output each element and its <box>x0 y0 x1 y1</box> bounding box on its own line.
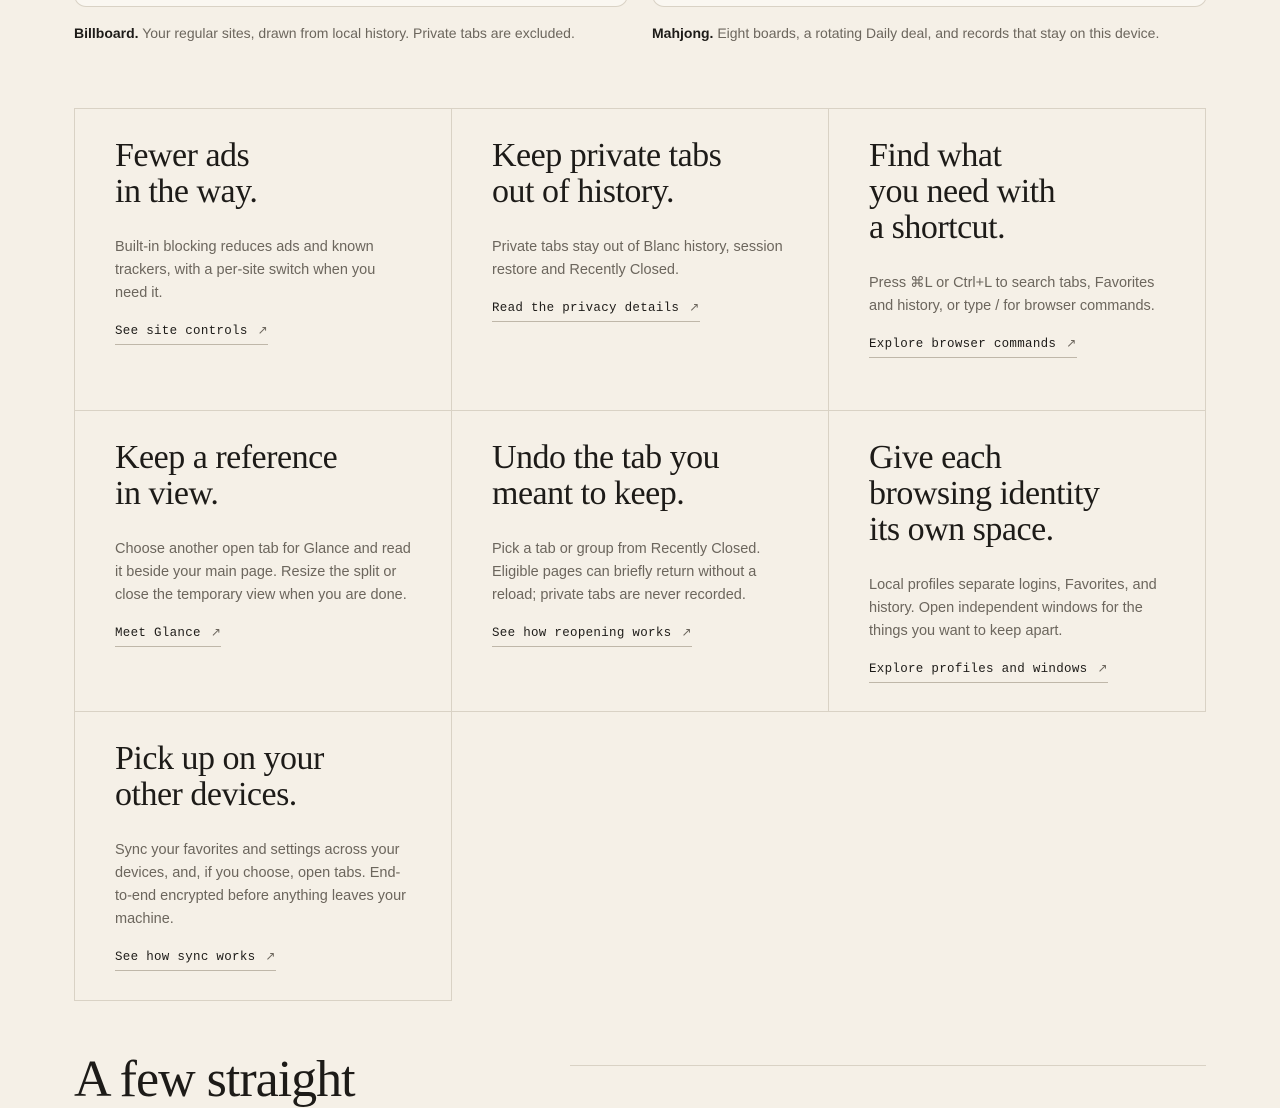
feature-card-glance <box>74 410 452 712</box>
link-label: See how reopening works <box>492 626 672 640</box>
link-label: Read the privacy details <box>492 301 680 315</box>
billboard-caption-title: Billboard. <box>74 25 139 41</box>
feature-title: Fewer ads in the way. <box>115 137 258 210</box>
see-site-controls-link[interactable] <box>115 323 268 345</box>
feature-body: Private tabs stay out of Blanc history, session restore and Recently Closed. <box>492 239 783 278</box>
link-label: See how sync works <box>115 950 256 964</box>
billboard-caption <box>74 24 575 42</box>
feature-title: Undo the tab you meant to keep. <box>492 439 720 512</box>
feature-title: Pick up on your other devices. <box>115 740 324 813</box>
meet-glance-link[interactable] <box>115 625 221 647</box>
feature-body: Pick a tab or group from Recently Closed. Eligible pages can briefly return without a reload; private tabs are never recorded. <box>492 541 761 603</box>
arrow-up-right-icon: ↗ <box>689 300 700 314</box>
feature-card-private-tabs <box>451 108 829 411</box>
arrow-up-right-icon: ↗ <box>257 323 268 337</box>
feature-body: Local profiles separate logins, Favorites, and history. Open independent windows for the things you want to keep apart. <box>869 577 1157 639</box>
faq-divider <box>570 1065 1206 1066</box>
feature-title: Find what you need with a shortcut. <box>869 137 1056 246</box>
mahjong-preview-card[interactable] <box>652 0 1207 7</box>
feature-card-sync <box>74 711 452 1001</box>
feature-body: Built-in blocking reduces ads and known trackers, with a per-site switch when you need it. <box>115 239 376 301</box>
link-label: See site controls <box>115 324 248 338</box>
feature-card-ad-blocking <box>74 108 452 411</box>
billboard-preview-card[interactable] <box>74 0 628 7</box>
faq-section-heading: A few straight <box>74 1051 355 1108</box>
link-label: Explore profiles and windows <box>869 662 1088 676</box>
sync-link[interactable] <box>115 949 276 971</box>
feature-title: Keep a reference in view. <box>115 439 338 512</box>
feature-card-reopen <box>451 410 829 712</box>
feature-body: Choose another open tab for Glance and read it beside your main page. Resize the split or close the temporary view when you are done. <box>115 541 411 603</box>
feature-title: Keep private tabs out of history. <box>492 137 722 210</box>
arrow-up-right-icon: ↗ <box>1066 336 1077 350</box>
arrow-up-right-icon: ↗ <box>265 949 276 963</box>
profiles-windows-link[interactable] <box>869 661 1108 683</box>
arrow-up-right-icon: ↗ <box>210 625 222 639</box>
mahjong-caption-title: Mahjong. <box>652 25 714 41</box>
link-label: Meet Glance <box>115 626 201 640</box>
feature-title: Give each browsing identity its own space. <box>869 439 1100 548</box>
arrow-up-right-icon: ↗ <box>681 625 692 639</box>
top-cards <box>74 0 1206 8</box>
feature-card-shortcut <box>828 108 1206 411</box>
billboard-caption-text: Your regular sites, drawn from local history. Private tabs are excluded. <box>138 25 575 41</box>
browser-commands-link[interactable] <box>869 336 1077 358</box>
mahjong-caption <box>652 24 1159 42</box>
arrow-up-right-icon: ↗ <box>1097 661 1108 675</box>
feature-card-profiles <box>828 410 1206 712</box>
privacy-details-link[interactable] <box>492 300 700 322</box>
feature-body: Press ⌘L or Ctrl+L to search tabs, Favorites and history, or type / for browser commands. <box>869 275 1155 314</box>
feature-body: Sync your favorites and settings across your devices, and, if you choose, open tabs. End-to-end encrypted before anything leaves your machine. <box>115 842 406 927</box>
link-label: Explore browser commands <box>869 337 1057 351</box>
reopening-link[interactable] <box>492 625 692 647</box>
mahjong-caption-text: Eight boards, a rotating Daily deal, and records that stay on this device. <box>713 25 1160 41</box>
